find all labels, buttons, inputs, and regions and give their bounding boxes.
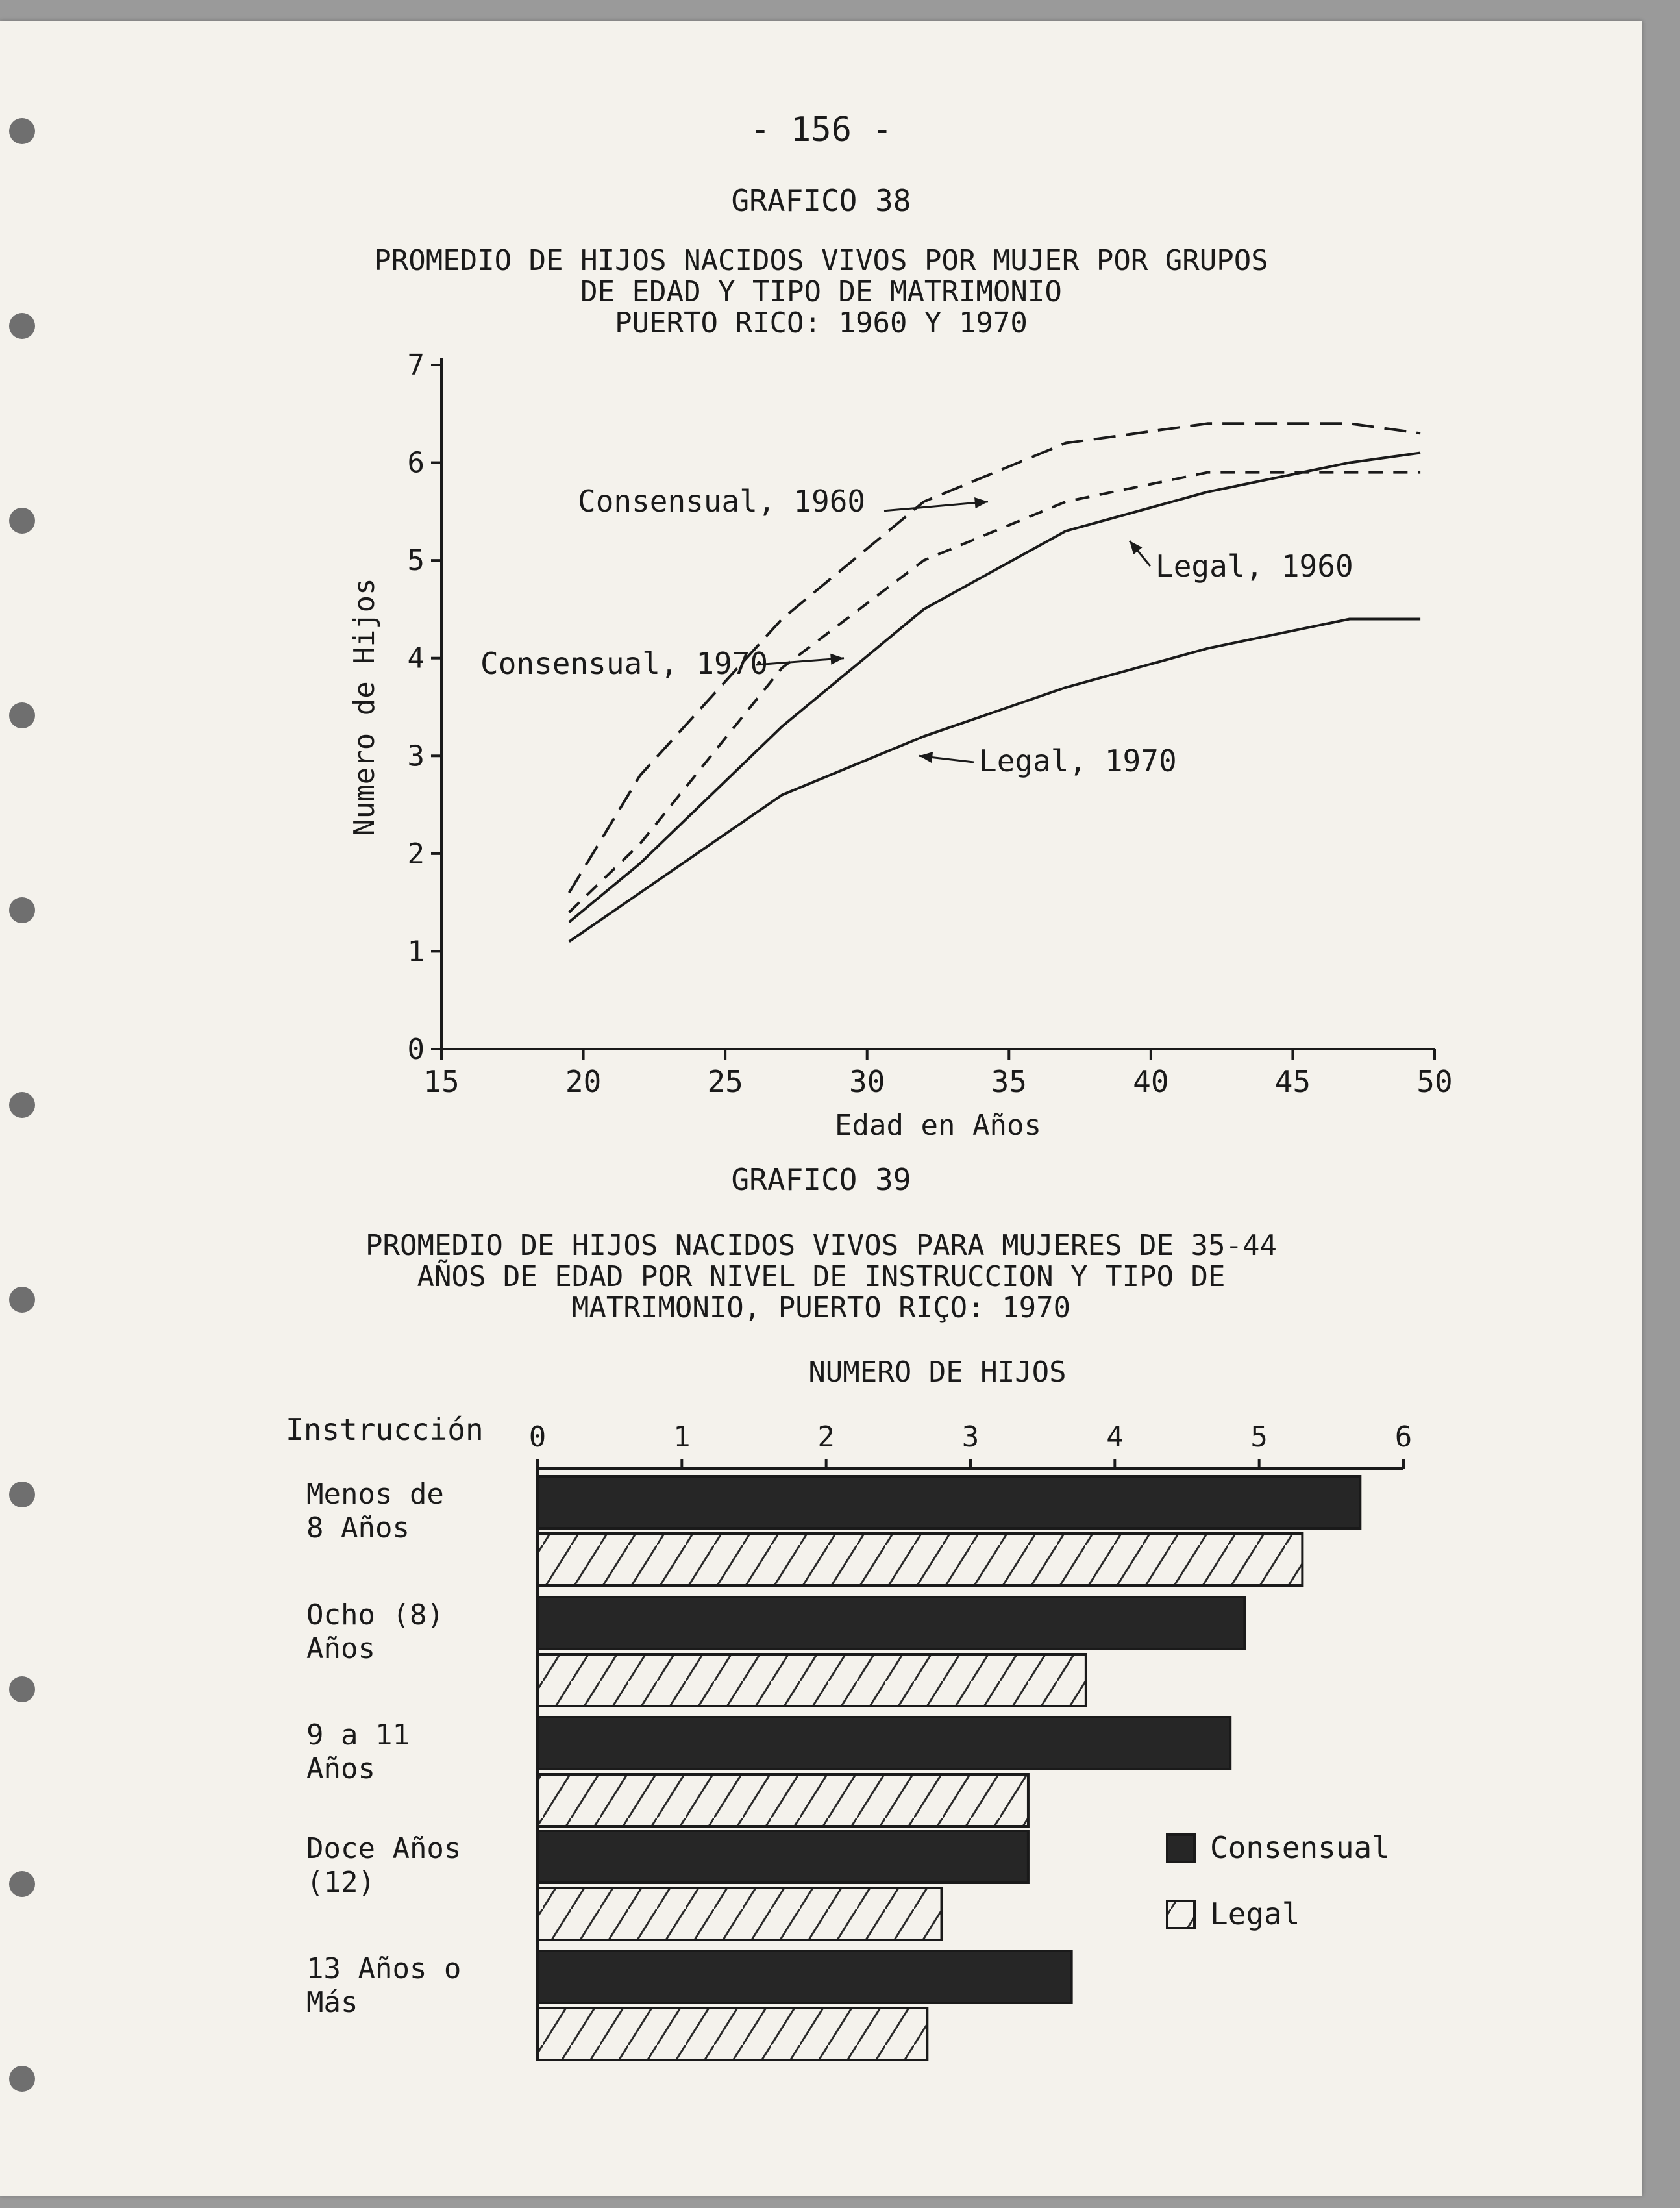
y-tick-label: 7 bbox=[407, 349, 425, 382]
legend-swatch-consensual bbox=[1167, 1835, 1194, 1862]
x-axis-label: Edad en Años bbox=[835, 1109, 1041, 1142]
series-annotation-4: Legal, 1970 bbox=[979, 743, 1177, 778]
chart1-label: GRAFICO 38 bbox=[731, 183, 911, 218]
x-tick-label: 25 bbox=[707, 1064, 743, 1099]
category-label-3: Años bbox=[306, 1752, 375, 1785]
x-tick-label: 1 bbox=[673, 1420, 691, 1454]
category-label-2: Ocho (8) bbox=[306, 1598, 444, 1631]
x-tick-label: 30 bbox=[849, 1064, 885, 1099]
x-tick-label: 6 bbox=[1394, 1420, 1413, 1454]
bar-consensual-1 bbox=[537, 1476, 1360, 1528]
annotation-arrow bbox=[884, 502, 988, 511]
category-label-5: Más bbox=[306, 1986, 358, 2019]
bar-legal-2 bbox=[537, 1654, 1086, 1706]
bar-consensual-3 bbox=[537, 1717, 1230, 1769]
chart2-title-line-1: PROMEDIO DE HIJOS NACIDOS VIVOS PARA MUJERES DE 35-44 bbox=[365, 1229, 1277, 1262]
category-label-3: 9 a 11 bbox=[306, 1718, 410, 1752]
x-tick-label: 45 bbox=[1274, 1064, 1311, 1099]
x-tick-label: 5 bbox=[1250, 1420, 1268, 1454]
category-label-1: Menos de bbox=[306, 1478, 444, 1511]
category-label-4: Doce Años bbox=[306, 1832, 462, 1865]
y-axis-label: Numero de Hijos bbox=[348, 578, 381, 836]
y-tick-label: 6 bbox=[407, 446, 425, 480]
x-tick-label: 15 bbox=[423, 1064, 460, 1099]
chart2-label: GRAFICO 39 bbox=[731, 1162, 911, 1197]
legend-label-legal: Legal bbox=[1210, 1896, 1300, 1931]
series-line-2 bbox=[569, 473, 1420, 913]
category-label-4: (12) bbox=[306, 1866, 375, 1899]
series-annotation-3: Consensual, 1970 bbox=[480, 646, 769, 681]
x-tick-label: 0 bbox=[528, 1420, 547, 1454]
chart2-title-line-2: AÑOS DE EDAD POR NIVEL DE INSTRUCCION Y TIPO DE bbox=[417, 1260, 1226, 1293]
y-tick-label: 0 bbox=[407, 1033, 425, 1066]
legend-swatch-legal bbox=[1167, 1901, 1194, 1928]
y-tick-label: 2 bbox=[407, 837, 425, 871]
bar-legal-1 bbox=[537, 1533, 1302, 1585]
bar-legal-3 bbox=[537, 1774, 1028, 1826]
legend-label-consensual: Consensual bbox=[1210, 1830, 1390, 1865]
bar-consensual-5 bbox=[537, 1951, 1072, 2003]
category-label-5: 13 Años o bbox=[306, 1952, 462, 1985]
annotation-arrowhead bbox=[830, 654, 844, 665]
y-tick-label: 1 bbox=[407, 935, 425, 969]
annotation-arrow bbox=[756, 658, 844, 665]
x-tick-label: 35 bbox=[991, 1064, 1027, 1099]
x-axis-label: NUMERO DE HIJOS bbox=[808, 1356, 1067, 1389]
chart1-title-line-3: PUERTO RICO: 1960 Y 1970 bbox=[615, 306, 1028, 340]
series-line-3 bbox=[569, 453, 1420, 923]
y-tick-label: 5 bbox=[407, 544, 425, 578]
chart2-title-line-3: MATRIMONIO, PUERTO RIÇO: 1970 bbox=[571, 1291, 1071, 1324]
chart1-title-line-1: PROMEDIO DE HIJOS NACIDOS VIVOS POR MUJER POR GRUPOS bbox=[374, 244, 1268, 277]
line-chart bbox=[348, 349, 1453, 1142]
bar-legal-5 bbox=[537, 2008, 927, 2060]
y-tick-label: 3 bbox=[407, 739, 425, 773]
bar-legal-4 bbox=[537, 1888, 942, 1940]
bar-chart bbox=[286, 1356, 1412, 2060]
x-tick-label: 4 bbox=[1106, 1420, 1124, 1454]
x-tick-label: 20 bbox=[565, 1064, 602, 1099]
x-tick-label: 3 bbox=[961, 1420, 980, 1454]
category-header: Instrucción bbox=[286, 1412, 484, 1447]
chart1-title-line-2: DE EDAD Y TIPO DE MATRIMONIO bbox=[580, 275, 1062, 308]
series-annotation-2: Legal, 1960 bbox=[1155, 549, 1353, 584]
category-label-2: Años bbox=[306, 1632, 375, 1665]
bar-consensual-2 bbox=[537, 1597, 1244, 1649]
series-annotation-1: Consensual, 1960 bbox=[578, 484, 866, 519]
page-number: - 156 - bbox=[750, 110, 893, 149]
y-tick-label: 4 bbox=[407, 641, 425, 675]
annotation-arrowhead bbox=[919, 752, 933, 763]
bar-consensual-4 bbox=[537, 1831, 1028, 1883]
x-tick-label: 50 bbox=[1416, 1064, 1453, 1099]
x-tick-label: 2 bbox=[817, 1420, 835, 1454]
x-tick-label: 40 bbox=[1133, 1064, 1169, 1099]
category-label-1: 8 Años bbox=[306, 1511, 410, 1544]
